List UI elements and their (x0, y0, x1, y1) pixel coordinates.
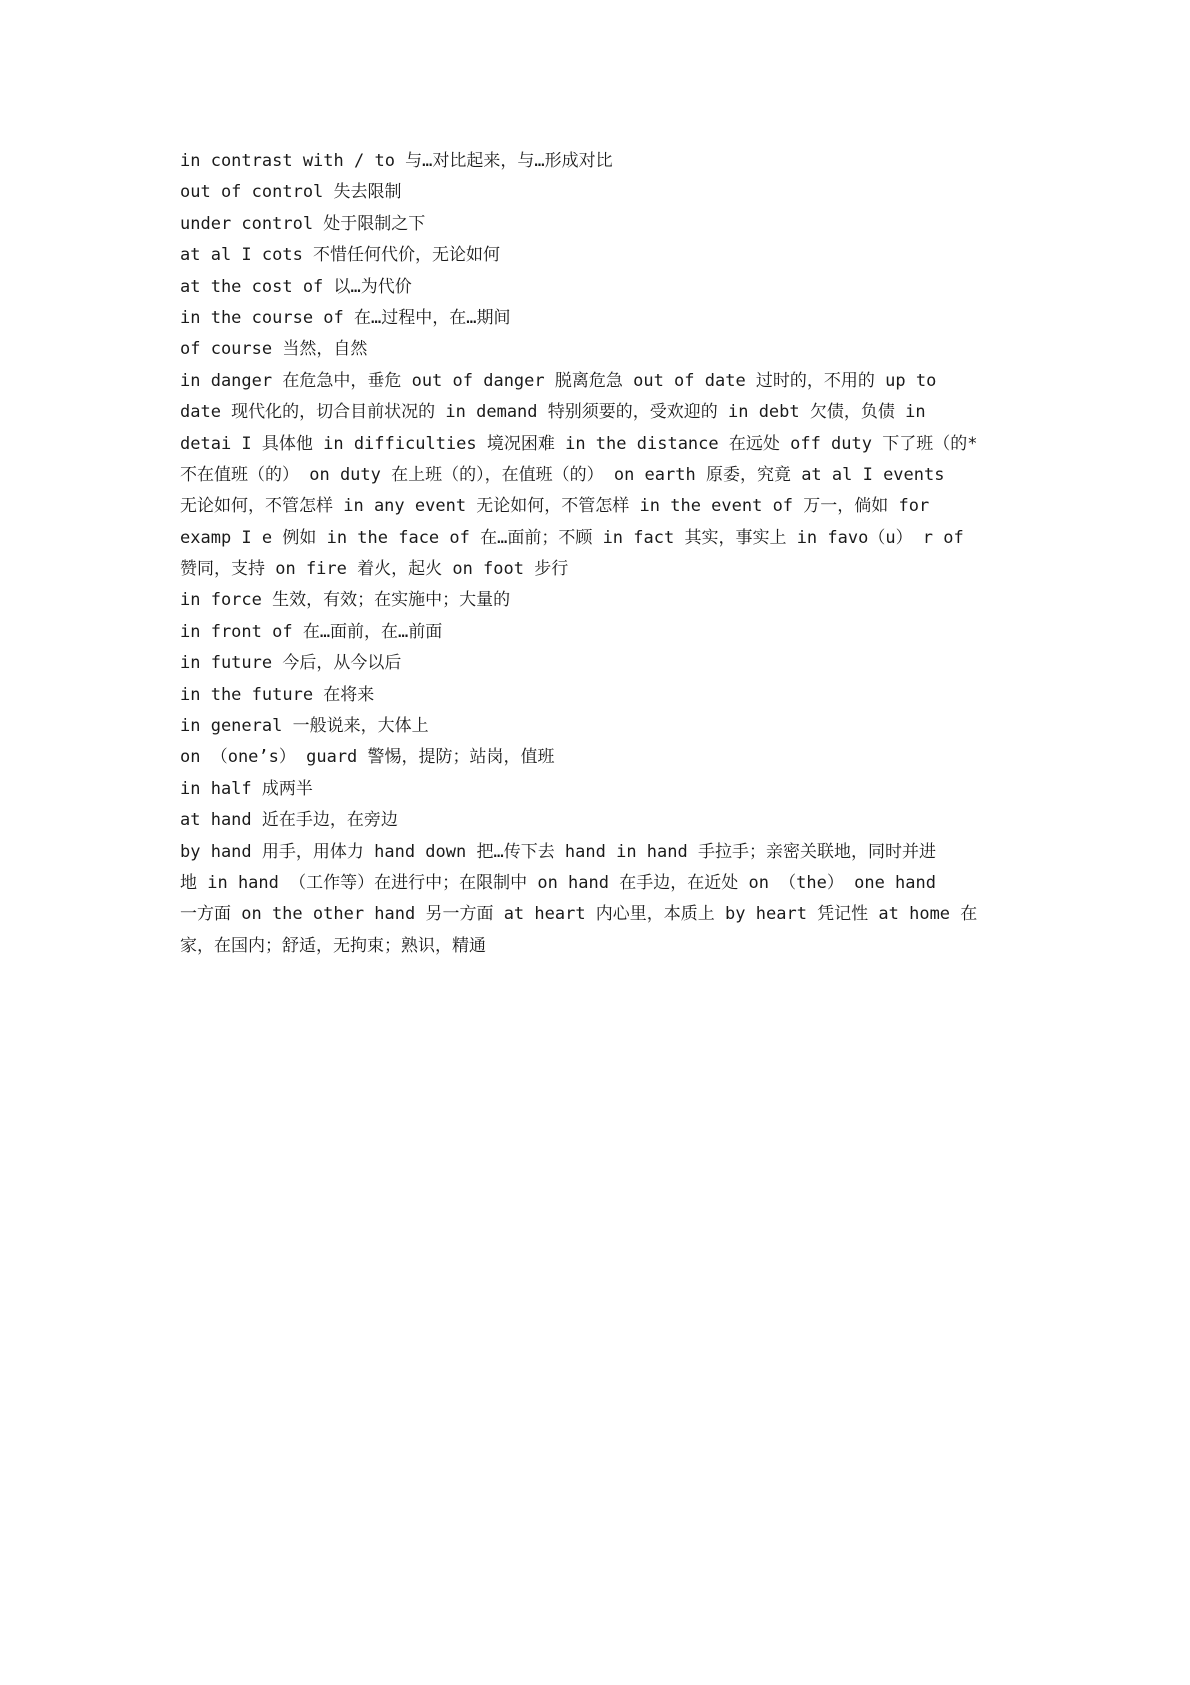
text-line: on （one’s） guard 警惕，提防；站岗，值班 (180, 747, 555, 768)
text-line: in the future 在将来 (180, 684, 375, 705)
text-line: in force 生效，有效；在实施中；大量的 (180, 590, 511, 611)
text-line: 家，在国内；舒适，无拘束；熟识，精通 (180, 935, 486, 956)
text-line: in half 成两半 (180, 778, 313, 799)
text-line: 赞同，支持 on fire 着火，起火 on foot 步行 (180, 559, 569, 580)
text-line: in future 今后，从今以后 (180, 653, 402, 674)
text-line: examp I e 例如 in the face of 在…面前；不顾 in fact 其实，事实上 in favo（u） r of (180, 527, 964, 548)
text-line: 地 in hand （工作等）在进行中；在限制中 on hand 在手边，在近处 on （the） one hand (180, 872, 936, 893)
text-line: at the cost of 以…为代价 (180, 276, 412, 297)
text-line: in front of 在…面前，在…前面 (180, 621, 443, 642)
text-line: date 现代化的，切合目前状况的 in demand 特别须要的，受欢迎的 in debt 欠债，负债 in (180, 402, 926, 423)
text-line: in contrast with / to 与…对比起来，与…形成对比 (180, 151, 613, 171)
text-line: in danger 在危急中，垂危 out of danger 脱离危急 out of date 过时的，不用的 up to (180, 370, 937, 391)
text-line: 不在值班（的） on duty 在上班（的），在值班（的） on earth 原委，究竟 at al I events (180, 464, 945, 485)
text-line: 一方面 on the other hand 另一方面 at heart 内心里，本质上 by heart 凭记性 at home 在 (180, 904, 978, 925)
text-line: at hand 近在手边，在旁边 (180, 810, 398, 831)
text-line: detai I 具体他 in difficulties 境况困难 in the distance 在远处 off duty 下了班（的* (180, 433, 978, 454)
text-line: 无论如何，不管怎样 in any event 无论如何，不管怎样 in the event of 万一，倘如 for (180, 496, 930, 517)
phrase-list (180, 146, 1020, 962)
text-line: in the course of 在…过程中，在…期间 (180, 307, 511, 328)
text-line: by hand 用手，用体力 hand down 把…传下去 hand in hand 手拉手；亲密关联地，同时并进 (180, 841, 936, 862)
text-line: at al I cots 不惜任何代价，无论如何 (180, 245, 501, 266)
text-line: under control 处于限制之下 (180, 213, 426, 234)
text-line: out of control 失去限制 (180, 182, 402, 203)
text-line: of course 当然，自然 (180, 339, 368, 360)
text-line: in general 一般说来，大体上 (180, 716, 429, 737)
